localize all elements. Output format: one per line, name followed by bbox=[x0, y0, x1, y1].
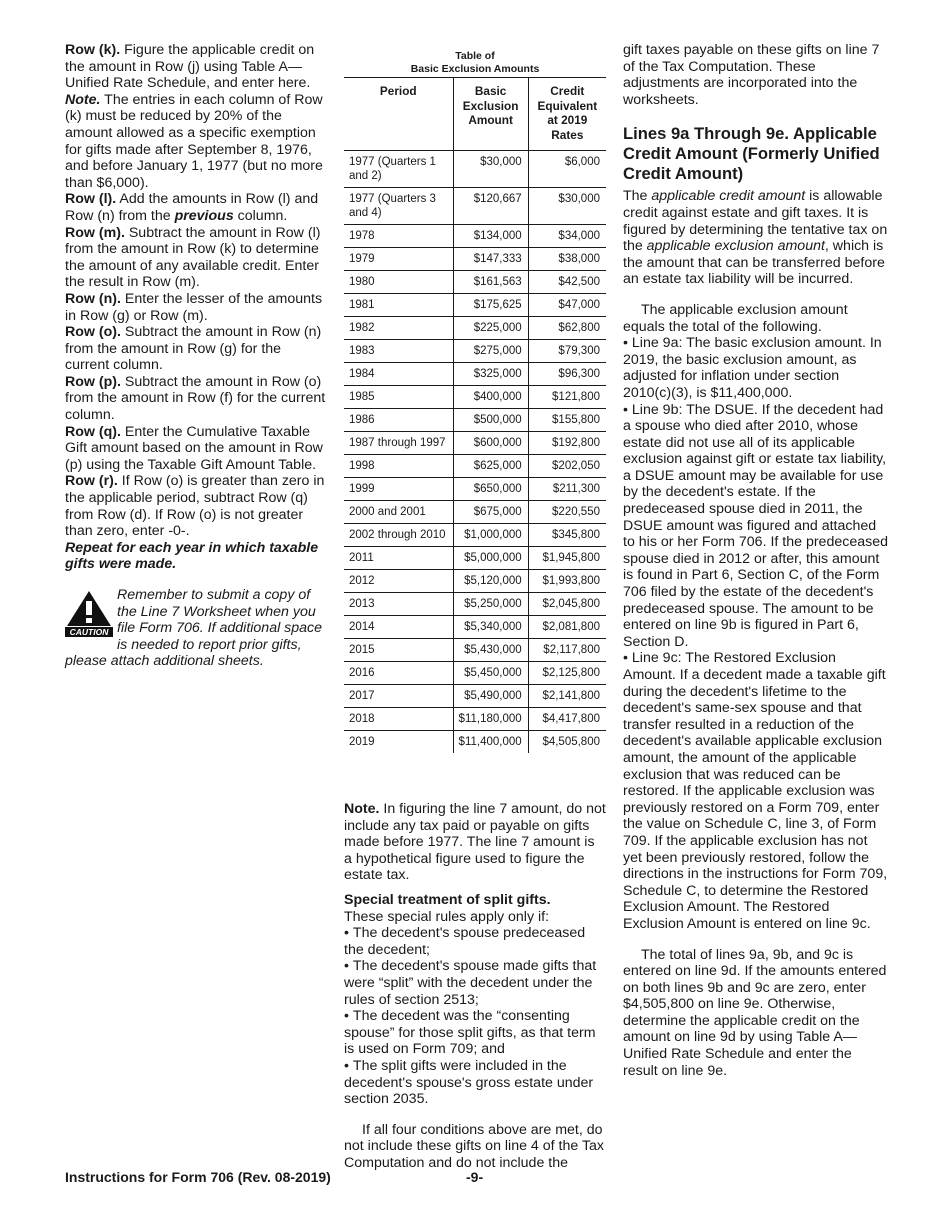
table-row bbox=[344, 188, 606, 225]
caution-text: Remember to submit a copy of the Line 7 Worksheet when you file Form 706. If additional space is needed to report prior gifts, please attach additional sheets. bbox=[65, 587, 323, 670]
cell-period: 2012 bbox=[349, 575, 375, 587]
split-gifts-heading: Special treatment of split gifts. bbox=[344, 891, 551, 908]
cell-period: 1983 bbox=[349, 345, 375, 357]
cell-basic-exclusion: $175,625 bbox=[453, 294, 528, 317]
split-bullet-1: • The decedent's spouse predeceased the decedent; bbox=[344, 925, 606, 958]
cell-period: 2011 bbox=[349, 552, 374, 564]
split-gifts-section bbox=[344, 801, 606, 1171]
cell-basic-exclusion: $120,667 bbox=[453, 188, 528, 225]
table-row bbox=[344, 409, 606, 432]
cell-basic-exclusion: $5,120,000 bbox=[453, 570, 528, 593]
table-body bbox=[344, 151, 606, 754]
note-paragraph-2: Note. In figuring the line 7 amount, do not include any tax paid or payable on gifts made before 1977. The line 7 amount is a hypothetical figure used to figure the estate tax. bbox=[344, 801, 606, 884]
cell-basic-exclusion: $161,563 bbox=[453, 271, 528, 294]
cell-basic-exclusion: $11,180,000 bbox=[453, 708, 528, 731]
row-q-paragraph: Row (q). Enter the Cumulative Taxable Gift amount based on the amount in Row (p) using the Taxable Gift Amount Table. bbox=[65, 423, 323, 473]
cell-basic-exclusion: $500,000 bbox=[453, 409, 528, 432]
cell-credit-equivalent: $34,000 bbox=[528, 225, 606, 248]
cell-basic-exclusion: $600,000 bbox=[453, 432, 528, 455]
table-row bbox=[344, 340, 606, 363]
footer-form-title: Instructions for Form 706 (Rev. 08-2019) bbox=[65, 1169, 331, 1185]
cell-credit-equivalent: $4,505,800 bbox=[528, 731, 606, 754]
right-column bbox=[623, 42, 889, 1079]
header-basic-exclusion: Basic Exclusion Amount bbox=[453, 78, 528, 151]
table-row bbox=[344, 432, 606, 455]
left-column bbox=[65, 42, 327, 670]
cell-basic-exclusion: $147,333 bbox=[453, 248, 528, 271]
cell-basic-exclusion: $325,000 bbox=[453, 363, 528, 386]
cell-basic-exclusion: $275,000 bbox=[453, 340, 528, 363]
note-paragraph: Note. The entries in each column of Row (k) must be reduced by 20% of the amount allowed as a specific exemption for gifts made after September 8, 1976, and before January 1, 1977 (but no more than $6,000). bbox=[65, 91, 323, 191]
table-row bbox=[344, 455, 606, 478]
cell-period: 2017 bbox=[349, 690, 375, 702]
cell-credit-equivalent: $79,300 bbox=[528, 340, 606, 363]
split-closing-paragraph: If all four conditions above are met, do not include these gifts on line 4 of the Tax Computation and do not include the bbox=[344, 1121, 605, 1171]
cell-period: 2016 bbox=[349, 667, 375, 679]
table-row bbox=[344, 271, 606, 294]
cell-period: 1985 bbox=[349, 391, 375, 403]
split-bullet-2: • The decedent's spouse made gifts that were “split” with the decedent under the rules of section 2513; bbox=[344, 958, 606, 1008]
row-k-paragraph: Row (k). Figure the applicable credit on the amount in Row (j) using Table A—Unified Rate Schedule, and enter here. bbox=[65, 42, 315, 92]
cell-period: 1977 (Quarters 3 and 4) bbox=[349, 193, 436, 219]
table-row bbox=[344, 685, 606, 708]
cell-credit-equivalent: $38,000 bbox=[528, 248, 606, 271]
bullet-line-9b: • Line 9b: The DSUE. If the decedent had a spouse who died after 2010, whose estate did not use all of its applicable exclusion against gift or estate tax liability, a DSUE amount may be available for use by the decedent's estate. If the predeceased spouse died in 2011, the DSUE amount was figured and attached to his or her Form 706. If the predeceased spouse died in 2012 or after, this amount is found in Part 6, Section C, of the Form 706 filed by the estate of the decedent's predeceased spouse. The amount to be entered on line 9b is figured in Part 6, Section D. bbox=[623, 402, 889, 651]
cell-credit-equivalent: $121,800 bbox=[528, 386, 606, 409]
cell-basic-exclusion: $400,000 bbox=[453, 386, 528, 409]
cell-basic-exclusion: $11,400,000 bbox=[453, 731, 528, 754]
cell-basic-exclusion: $5,450,000 bbox=[453, 662, 528, 685]
cell-credit-equivalent: $2,117,800 bbox=[528, 639, 606, 662]
section-heading: Lines 9a Through 9e. Applicable Credit Amount (Formerly Unified Credit Amount) bbox=[623, 124, 880, 184]
cell-credit-equivalent: $6,000 bbox=[528, 151, 606, 188]
split-bullet-3: • The decedent was the “consenting spouse” for those split gifts, as that term is used on Form 709; and bbox=[344, 1008, 606, 1058]
cell-credit-equivalent: $2,125,800 bbox=[528, 662, 606, 685]
total-lines-paragraph: The total of lines 9a, 9b, and 9c is entered on line 9d. If the amounts entered on both lines 9b and 9c are zero, enter $4,505,800 on line 9e. Otherwise, determine the applicable credit on the amount on line 9d by using Table A—Unified Rate Schedule and enter the result on line 9e. bbox=[623, 946, 887, 1079]
cell-basic-exclusion: $30,000 bbox=[453, 151, 528, 188]
table-row bbox=[344, 363, 606, 386]
cell-credit-equivalent: $155,800 bbox=[528, 409, 606, 432]
row-o-paragraph: Row (o). Subtract the amount in Row (n) from the amount in Row (g) for the current column. bbox=[65, 324, 322, 374]
cell-credit-equivalent: $220,550 bbox=[528, 501, 606, 524]
table-title: Table of Basic Exclusion Amounts bbox=[410, 50, 540, 75]
cell-period: 2014 bbox=[349, 621, 375, 633]
cell-period: 1986 bbox=[349, 414, 375, 426]
cell-period: 1987 through 1997 bbox=[349, 437, 446, 449]
table-row bbox=[344, 731, 606, 754]
cell-basic-exclusion: $625,000 bbox=[453, 455, 528, 478]
cell-credit-equivalent: $1,993,800 bbox=[528, 570, 606, 593]
table-row bbox=[344, 386, 606, 409]
cell-basic-exclusion: $225,000 bbox=[453, 317, 528, 340]
cell-basic-exclusion: $5,000,000 bbox=[453, 547, 528, 570]
table-header-row bbox=[344, 78, 606, 151]
cell-credit-equivalent: $47,000 bbox=[528, 294, 606, 317]
cell-credit-equivalent: $1,945,800 bbox=[528, 547, 606, 570]
cell-period: 1977 (Quarters 1 and 2) bbox=[349, 156, 436, 182]
continuation-paragraph: gift taxes payable on these gifts on line 7 of the Tax Computation. These adjustments are incorporated into the worksheets. bbox=[623, 42, 880, 108]
cell-basic-exclusion: $5,250,000 bbox=[453, 593, 528, 616]
row-n-paragraph: Row (n). Enter the lesser of the amounts in Row (g) or Row (m). bbox=[65, 290, 323, 324]
cell-credit-equivalent: $192,800 bbox=[528, 432, 606, 455]
basic-exclusion-table bbox=[344, 77, 606, 753]
cell-credit-equivalent: $211,300 bbox=[528, 478, 606, 501]
cell-credit-equivalent: $2,081,800 bbox=[528, 616, 606, 639]
cell-basic-exclusion: $5,430,000 bbox=[453, 639, 528, 662]
cell-credit-equivalent: $2,045,800 bbox=[528, 593, 606, 616]
applicable-credit-paragraph: The applicable credit amount is allowable credit against estate and gift taxes. It is figured by determining the tentative tax on the applicable exclusion amount, which is the amount that can be transferred before an estate tax liability will be incurred. bbox=[623, 188, 888, 288]
table-row bbox=[344, 662, 606, 685]
table-row bbox=[344, 547, 606, 570]
table-row bbox=[344, 478, 606, 501]
table-row bbox=[344, 570, 606, 593]
cell-credit-equivalent: $96,300 bbox=[528, 363, 606, 386]
table-row bbox=[344, 501, 606, 524]
cell-period: 2000 and 2001 bbox=[349, 506, 426, 518]
cell-basic-exclusion: $675,000 bbox=[453, 501, 528, 524]
caution-icon bbox=[65, 589, 113, 637]
cell-basic-exclusion: $134,000 bbox=[453, 225, 528, 248]
cell-period: 1980 bbox=[349, 276, 375, 288]
cell-period: 2015 bbox=[349, 644, 375, 656]
caution-box bbox=[65, 587, 327, 670]
cell-period: 1982 bbox=[349, 322, 375, 334]
caution-label: CAUTION bbox=[69, 627, 109, 637]
cell-credit-equivalent: $345,800 bbox=[528, 524, 606, 547]
footer-page-number: -9- bbox=[466, 1169, 484, 1185]
table-row bbox=[344, 294, 606, 317]
table-row bbox=[344, 524, 606, 547]
cell-period: 1979 bbox=[349, 253, 375, 265]
split-gifts-intro: These special rules apply only if: bbox=[344, 908, 550, 925]
cell-period: 1999 bbox=[349, 483, 375, 495]
cell-period: 2018 bbox=[349, 713, 375, 725]
table-row bbox=[344, 317, 606, 340]
header-period: Period bbox=[379, 84, 417, 98]
cell-period: 2019 bbox=[349, 736, 375, 748]
row-m-paragraph: Row (m). Subtract the amount in Row (l) from the amount in Row (k) to determine the amount of any available credit. Enter the result in Row (m). bbox=[65, 224, 321, 291]
exclusion-total-paragraph: The applicable exclusion amount equals the total of the following. bbox=[623, 301, 848, 335]
cell-credit-equivalent: $62,800 bbox=[528, 317, 606, 340]
table-row bbox=[344, 151, 606, 188]
table-row bbox=[344, 616, 606, 639]
cell-basic-exclusion: $5,490,000 bbox=[453, 685, 528, 708]
split-bullet-4: • The split gifts were included in the decedent's spouse's gross estate under section 2035. bbox=[344, 1058, 606, 1108]
cell-credit-equivalent: $2,141,800 bbox=[528, 685, 606, 708]
cell-period: 1978 bbox=[349, 230, 375, 242]
row-p-paragraph: Row (p). Subtract the amount in Row (o) from the amount in Row (f) for the current column. bbox=[65, 373, 326, 424]
cell-period: 1981 bbox=[349, 299, 375, 311]
cell-basic-exclusion: $5,340,000 bbox=[453, 616, 528, 639]
cell-period: 1984 bbox=[349, 368, 375, 380]
cell-credit-equivalent: $202,050 bbox=[528, 455, 606, 478]
table-row bbox=[344, 639, 606, 662]
middle-column bbox=[344, 42, 606, 1171]
cell-period: 1998 bbox=[349, 460, 375, 472]
cell-period: 2002 through 2010 bbox=[349, 529, 446, 541]
table-row bbox=[344, 593, 606, 616]
table-row bbox=[344, 708, 606, 731]
row-r-paragraph: Row (r). If Row (o) is greater than zero in the applicable period, subtract Row (q) from Row (d). If Row (o) is not greater than zero, enter -0-. bbox=[65, 473, 325, 540]
cell-credit-equivalent: $4,417,800 bbox=[528, 708, 606, 731]
header-credit-equivalent: Credit Equivalent at 2019 Rates bbox=[528, 78, 606, 151]
cell-credit-equivalent: $42,500 bbox=[528, 271, 606, 294]
cell-credit-equivalent: $30,000 bbox=[528, 188, 606, 225]
cell-period: 2013 bbox=[349, 598, 375, 610]
repeat-instruction: Repeat for each year in which taxable gifts were made. bbox=[65, 539, 319, 573]
table-row bbox=[344, 225, 606, 248]
table-row bbox=[344, 248, 606, 271]
bullet-line-9a: • Line 9a: The basic exclusion amount. In 2019, the basic exclusion amount, as adjusted for inflation under section 2010(c)(3), is $11,400,000. bbox=[623, 335, 889, 401]
cell-basic-exclusion: $1,000,000 bbox=[453, 524, 528, 547]
row-l-paragraph: Row (l). Add the amounts in Row (l) and Row (n) from the previous column. bbox=[65, 191, 319, 224]
bullet-line-9c: • Line 9c: The Restored Exclusion Amount. If a decedent made a taxable gift during the decedent's lifetime to the decedent's same-sex spouse and that transfer resulted in a reduction of the decedent's available applicable exclusion amount, the amount of the applicable exclusion that was reduced can be restored. If the applicable exclusion was previously restored on a Form 709, enter the value on Schedule C, line 3, of Form 709. If the applicable exclusion has not yet been previously restored, follow the directions in the instructions for Form 709, Schedule C, to determine the Restored Exclusion Amount. The Restored Exclusion Amount is entered on line 9c. bbox=[623, 650, 889, 932]
cell-basic-exclusion: $650,000 bbox=[453, 478, 528, 501]
